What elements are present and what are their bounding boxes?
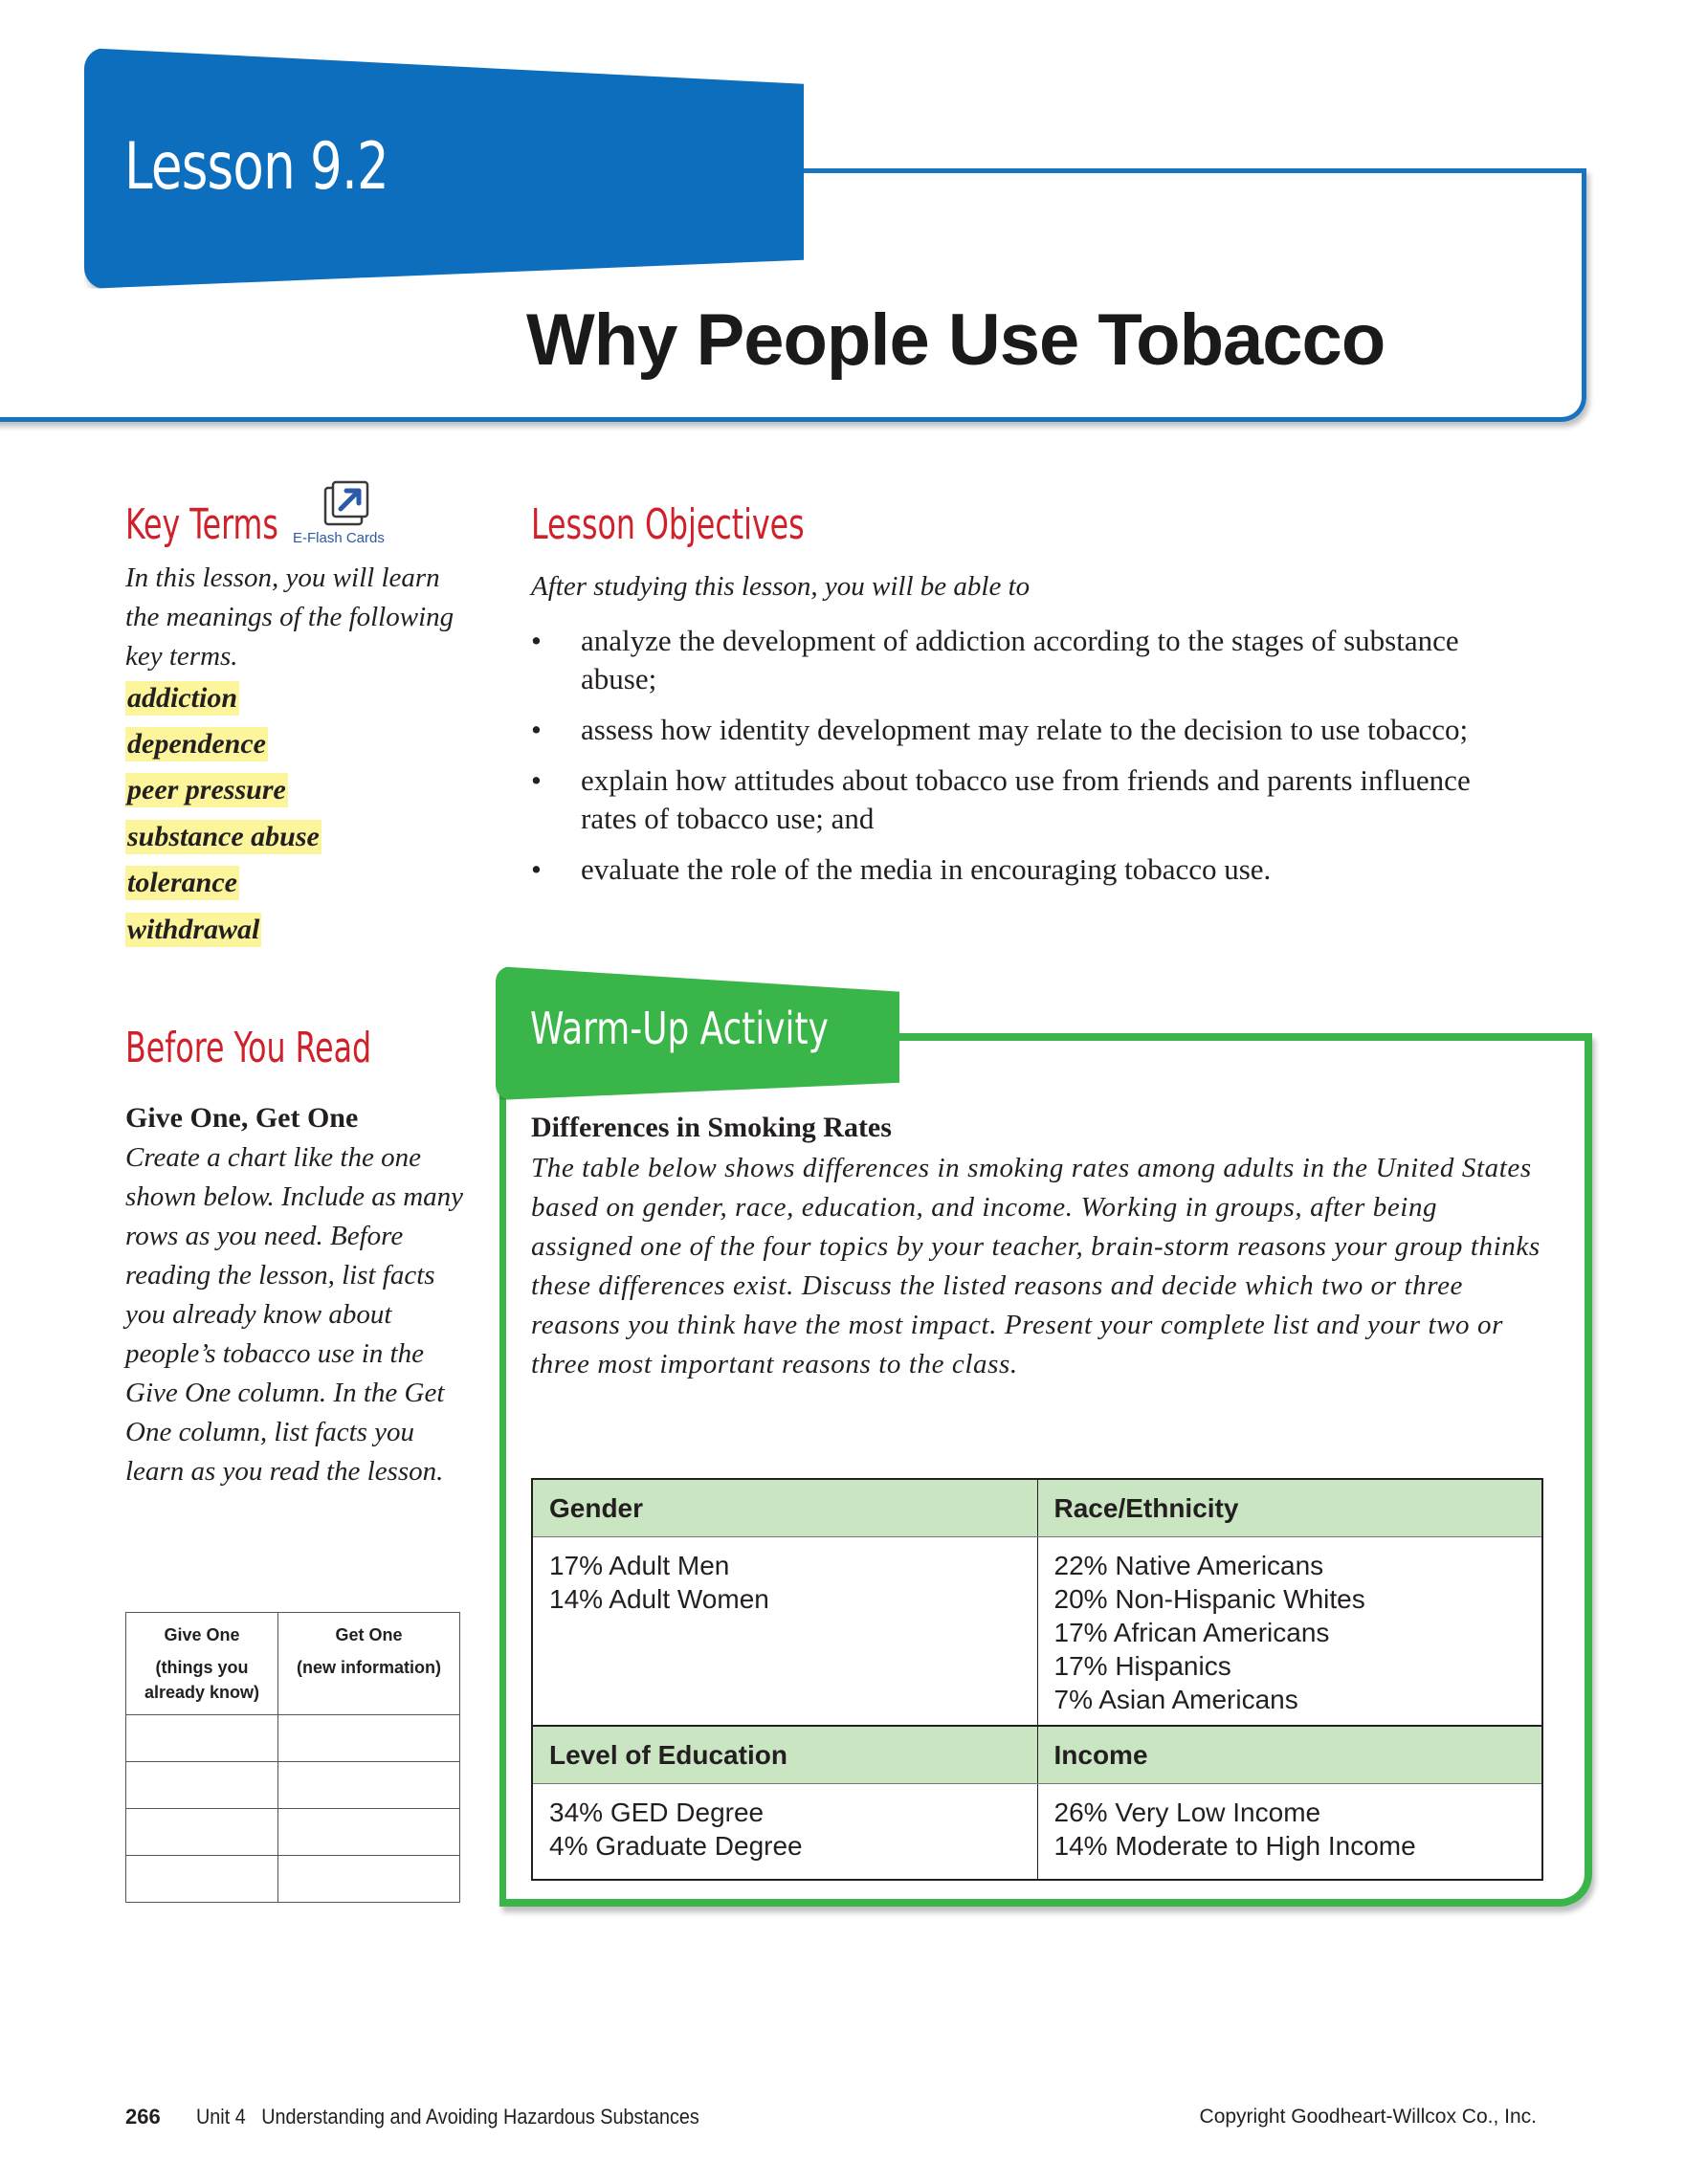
give-one-header	[126, 1613, 278, 1715]
education-cell	[532, 1784, 1037, 1881]
income-cell	[1037, 1784, 1542, 1881]
table-row	[126, 1715, 460, 1762]
table-row: 17% Adult Men	[549, 1551, 730, 1580]
empty-cell	[278, 1715, 460, 1762]
list-item: • analyze the development of addiction according to the stages of substance abuse;	[531, 622, 1526, 698]
give-one-subtitle: (things you already know)	[144, 1658, 260, 1702]
table-row: 7% Asian Americans	[1053, 1685, 1298, 1714]
key-term[interactable]: addiction	[127, 682, 238, 714]
key-term[interactable]: tolerance	[127, 867, 237, 898]
smoking-rates-table	[531, 1478, 1543, 1881]
get-one-subtitle: (new information)	[297, 1658, 441, 1677]
race-header: Race/Ethnicity	[1037, 1479, 1542, 1537]
warmup-frame-top	[861, 1033, 1585, 1041]
empty-cell	[126, 1762, 278, 1809]
key-term[interactable]: substance abuse	[127, 821, 320, 852]
warmup-label: Warm-Up Activity	[530, 1003, 829, 1054]
objectives-list	[531, 622, 1526, 901]
page-title: Why People Use Tobacco	[526, 299, 1386, 381]
warmup-text: The table below shows differences in smoking rates among adults in the United States based on gender, race, education, and income. Working in groups, after being assigned one of the four topics by your teacher, brain-storm reasons your group thinks these differences exist. Discuss the listed reasons and decide which two or three reasons you think have the most impact. Present your complete list and your two or three most important reasons to the class.	[531, 1153, 1541, 1379]
table-row: 17% African Americans	[1053, 1618, 1330, 1647]
get-one-header	[278, 1613, 460, 1715]
key-term[interactable]: dependence	[127, 728, 266, 760]
give-get-table	[125, 1612, 460, 1903]
key-term[interactable]: peer pressure	[127, 774, 286, 805]
eflash-cards-link[interactable]: E-Flash Cards	[293, 530, 385, 546]
page-number: 266	[125, 2105, 161, 2129]
table-row: 22% Native Americans	[1053, 1551, 1324, 1580]
race-cell	[1037, 1537, 1542, 1727]
empty-cell	[278, 1762, 460, 1809]
table-row: 17% Hispanics	[1053, 1651, 1231, 1681]
table-row: 26% Very Low Income	[1053, 1798, 1321, 1827]
table-row: 14% Adult Women	[549, 1584, 769, 1614]
table-row: 4% Graduate Degree	[549, 1831, 803, 1861]
table-row: 20% Non-Hispanic Whites	[1053, 1584, 1365, 1614]
list-item: • assess how identity development may relate to the decision to use tobacco;	[531, 711, 1526, 749]
education-header: Level of Education	[532, 1726, 1037, 1784]
warmup-title: Differences in Smoking Rates	[531, 1112, 892, 1143]
key-terms-heading: Key Terms	[125, 500, 278, 549]
empty-cell	[126, 1856, 278, 1903]
lesson-label: Lesson 9.2	[124, 129, 388, 205]
key-term[interactable]: withdrawal	[127, 914, 260, 945]
table-row	[126, 1762, 460, 1809]
empty-cell	[126, 1809, 278, 1856]
list-item: • explain how attitudes about tobacco use from friends and parents influence rates of tobacco use; and	[531, 761, 1526, 838]
table-row	[126, 1856, 460, 1903]
give-get-title: Give One, Get One	[125, 1102, 359, 1134]
footer-unit: Unit 4 Understanding and Avoiding Hazardous Substances	[196, 2105, 699, 2129]
footer-copyright: Copyright Goodheart-Willcox Co., Inc.	[1199, 2106, 1537, 2128]
empty-cell	[126, 1715, 278, 1762]
gender-cell	[532, 1537, 1037, 1727]
key-terms-intro: In this lesson, you will learn the meanings of the following key terms.	[125, 563, 454, 672]
table-row: 34% GED Degree	[549, 1798, 765, 1827]
empty-cell	[278, 1856, 460, 1903]
give-one-title: Give One	[164, 1625, 240, 1644]
gender-header: Gender	[532, 1479, 1037, 1537]
empty-cell	[278, 1809, 460, 1856]
external-link-icon[interactable]	[323, 480, 369, 526]
table-row	[126, 1809, 460, 1856]
income-header: Income	[1037, 1726, 1542, 1784]
objectives-intro: After studying this lesson, you will be able to	[531, 571, 1031, 602]
get-one-title: Get One	[335, 1625, 403, 1644]
table-row: 14% Moderate to High Income	[1053, 1831, 1416, 1861]
before-you-read-heading: Before You Read	[125, 1024, 372, 1072]
before-you-read-text: Create a chart like the one shown below. Include as many rows as you need. Before reading the lesson, list facts you already know about people’s tobacco use in the Give One column. In the Get One column, list facts you learn as you read the lesson.	[125, 1142, 464, 1487]
list-item: • evaluate the role of the media in encouraging tobacco use.	[531, 850, 1526, 889]
lesson-objectives-heading: Lesson Objectives	[531, 500, 805, 549]
header-frame-top	[785, 168, 1584, 173]
